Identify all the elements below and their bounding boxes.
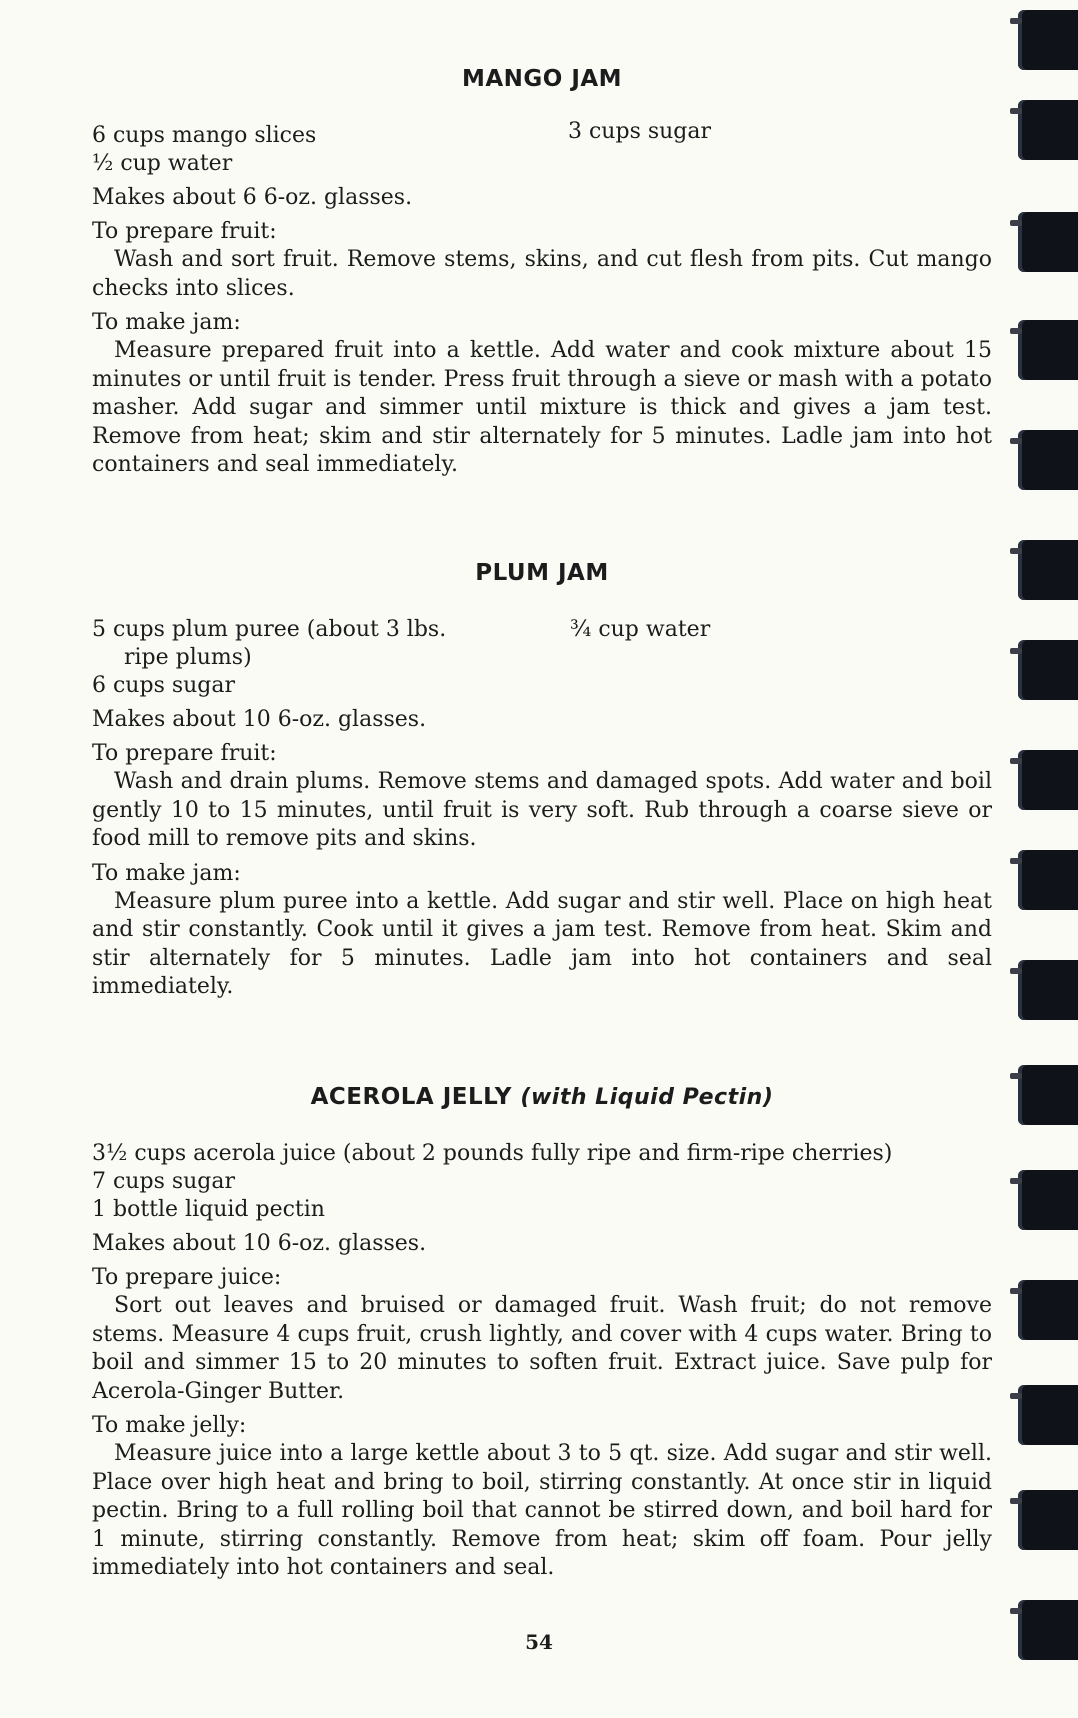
ingredients [92, 616, 992, 700]
ingredient: 6 cups sugar [92, 673, 236, 698]
spiral-binding [1008, 0, 1078, 1718]
step-heading: To make jam: [92, 310, 241, 335]
binding-ring [1018, 540, 1078, 600]
step-text: Sort out leaves and bruised or damaged fruit. Wash fruit; do not remove stems. Measure 4 cups fruit, crush lightly, and cover with 4 cups water. Bring to boil and simmer 15 to 20 minutes to soften fruit. Extract juice. Save pulp for Acerola-Ginger Butter. [92, 1293, 992, 1404]
binding-ring [1018, 430, 1078, 490]
ingredient: 7 cups sugar [92, 1169, 236, 1194]
recipe-mango-jam [92, 66, 992, 480]
step-text: Measure juice into a large kettle about 3 to 5 qt. size. Add sugar and stir well. Place over high heat and bring to boil, stirring constantly. At once stir in liquid pectin. Bring to a full rolling boil that cannot be stirred down, and boil hard for 1 minute, stirring constantly. Remove from heat; skim off foam. Pour jelly immediately into hot containers and seal. [92, 1441, 992, 1580]
page-number: 54 [525, 1630, 553, 1654]
step-heading: To make jelly: [92, 1413, 247, 1438]
binding-ring [1018, 10, 1078, 70]
recipe-subtitle: (with Liquid Pectin) [520, 1085, 774, 1110]
step-text: Measure plum puree into a kettle. Add sugar and stir well. Place on high heat and stir constantly. Cook until it gives a jam test. Remove from heat. Skim and stir alternately for 5 minutes. Ladle jam into hot containers and seal immediately. [92, 888, 992, 999]
binding-ring [1018, 1170, 1078, 1230]
recipe-title [92, 1084, 992, 1110]
binding-ring [1018, 1490, 1078, 1550]
binding-ring [1018, 212, 1078, 272]
ingredient: 3½ cups acerola juice (about 2 pounds fully ripe and firm-ripe cherries) [92, 1141, 893, 1166]
binding-ring [1018, 640, 1078, 700]
step-heading: To make jam: [92, 860, 241, 886]
recipe-plum-jam [92, 560, 992, 1002]
ingredient: ½ cup water [92, 151, 233, 176]
recipe-title: MANGO JAM [461, 66, 623, 92]
ingredient: 3 cups sugar [568, 119, 712, 144]
ingredient: 1 bottle liquid pectin [92, 1197, 325, 1222]
binding-ring [1018, 960, 1078, 1020]
binding-ring [1018, 1385, 1078, 1445]
ingredient: ripe plums) [124, 645, 252, 670]
yield: Makes about 10 6-oz. glasses. [92, 1231, 427, 1256]
binding-ring [1018, 850, 1078, 910]
recipe-acerola-jelly [92, 1084, 992, 1583]
step-heading: To prepare fruit: [92, 219, 277, 244]
step-text: Wash and drain plums. Remove stems and damaged spots. Add water and boil gently 10 to 15 minutes, until fruit is very soft. Rub through a coarse sieve or food mill to remove pits and skins. [92, 769, 992, 851]
binding-ring [1018, 1280, 1078, 1340]
recipe-title: PLUM JAM [475, 560, 609, 586]
yield: Makes about 6 6-oz. glasses. [92, 185, 413, 210]
ingredient: 6 cups mango slices [92, 123, 317, 148]
binding-ring [1018, 320, 1078, 380]
step-text: Measure prepared fruit into a kettle. Add water and cook mixture about 15 minutes or until fruit is tender. Press fruit through a sieve or mash with a potato masher. Add sugar and simmer until mixture is thick and gives a jam test. Remove from heat; skim and stir alternately for 5 minutes. Ladle jam into hot containers and seal immediately. [92, 338, 992, 477]
yield: Makes about 10 6-oz. glasses. [92, 707, 427, 732]
ingredient: 5 cups plum puree (about 3 lbs. [92, 617, 447, 642]
ingredient: ¾ cup water [570, 617, 711, 642]
step-text: Wash and sort fruit. Remove stems, skins, and cut flesh from pits. Cut mango checks into slices. [92, 247, 992, 301]
step-heading: To prepare juice: [92, 1265, 282, 1290]
binding-ring [1018, 100, 1078, 160]
ingredients [92, 119, 992, 178]
step-heading: To prepare fruit: [92, 741, 277, 766]
binding-ring [1018, 750, 1078, 810]
binding-ring [1018, 1065, 1078, 1125]
recipe-title-main: ACEROLA JELLY [310, 1084, 512, 1110]
